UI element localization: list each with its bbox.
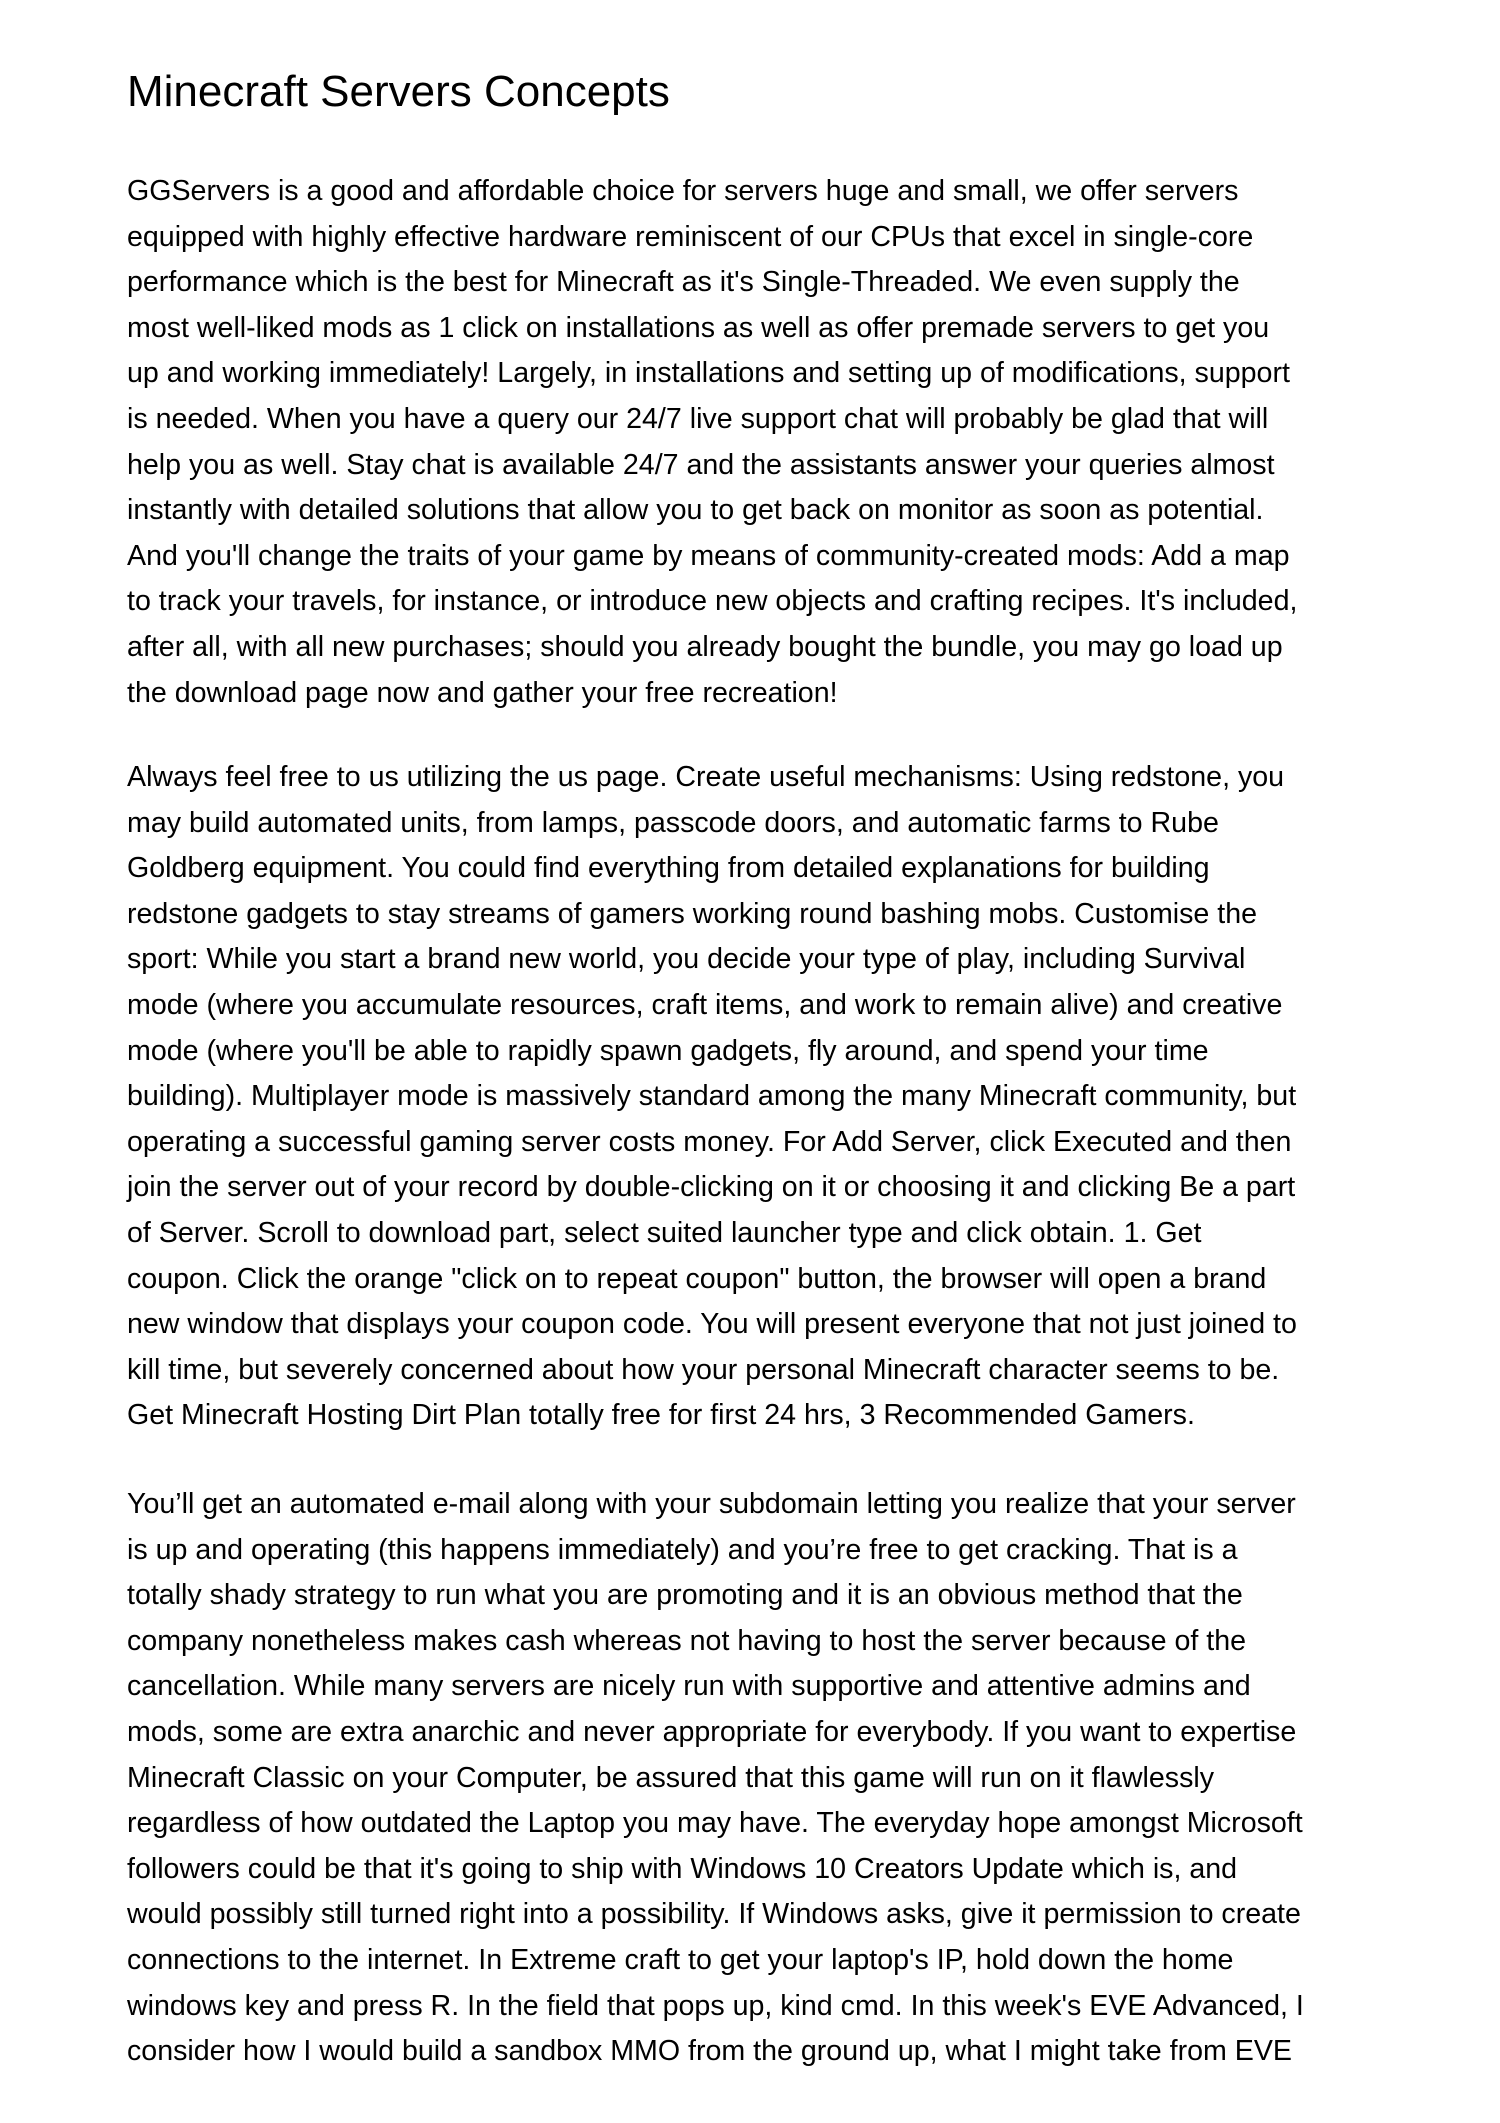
text-line: mode (where you'll be able to rapidly spawn gadgets, fly around, and spend your time <box>127 1034 1209 1067</box>
text-line: kill time, but severely concerned about how your personal Minecraft character seems to be. <box>127 1353 1280 1386</box>
text-line: And you'll change the traits of your game by means of community-created mods: Add a map <box>127 539 1290 572</box>
text-line: Goldberg equipment. You could find everything from detailed explanations for building <box>127 852 1210 885</box>
text-line: windows key and press R. In the field that pops up, kind cmd. In this week's EVE Advanced, I <box>127 1989 1304 2022</box>
text-line: GGServers is a good and affordable choice for servers huge and small, we offer servers <box>127 175 1239 207</box>
text-line: may build automated units, from lamps, passcode doors, and automatic farms to Rube <box>127 806 1219 839</box>
text-line: company nonetheless makes cash whereas not having to host the server because of the <box>127 1624 1246 1657</box>
paragraph-2 <box>127 755 1297 1439</box>
text-line: Always feel free to us utilizing the us page. Create useful mechanisms: Using redstone, you <box>127 761 1285 793</box>
text-line: new window that displays your coupon code. You will present everyone that not just joined to <box>127 1308 1297 1341</box>
text-line: to track your travels, for instance, or introduce new objects and crafting recipes. It's included, <box>127 585 1298 618</box>
text-line: equipped with highly effective hardware reminiscent of our CPUs that excel in single-core <box>127 220 1254 253</box>
text-line: consider how I would build a sandbox MMO from the ground up, what I might take from EVE <box>127 2035 1292 2068</box>
text-line: coupon. Click the orange "click on to repeat coupon" button, the browser will open a brand <box>127 1262 1267 1295</box>
text-line: mode (where you accumulate resources, craft items, and work to remain alive) and creative <box>127 988 1283 1021</box>
text-line: performance which is the best for Minecraft as it's Single-Threaded. We even supply the <box>127 266 1240 299</box>
text-line: totally shady strategy to run what you are promoting and it is an obvious method that the <box>127 1579 1243 1612</box>
text-line: join the server out of your record by double-clicking on it or choosing it and clicking Be a part <box>127 1171 1296 1204</box>
text-line: cancellation. While many servers are nicely run with supportive and attentive admins and <box>127 1670 1251 1703</box>
text-line: connections to the internet. In Extreme craft to get your laptop's IP, hold down the home <box>127 1943 1234 1976</box>
text-line: the download page now and gather your free recreation! <box>127 676 838 709</box>
text-line: up and working immediately! Largely, in installations and setting up of modifications, support <box>127 357 1290 390</box>
text-line: of Server. Scroll to download part, select suited launcher type and click obtain. 1. Get <box>127 1216 1202 1249</box>
paragraph-3 <box>127 1482 1304 2075</box>
text-line: help you as well. Stay chat is available 24/7 and the assistants answer your queries almost <box>127 448 1275 481</box>
page-title: Minecraft Servers Concepts <box>127 67 670 116</box>
text-line: sport: While you start a brand new world, you decide your type of play, including Survival <box>127 943 1246 976</box>
text-line: is up and operating (this happens immediately) and you’re free to get cracking. That is a <box>127 1533 1238 1566</box>
text-line: operating a successful gaming server costs money. For Add Server, click Executed and then <box>127 1125 1292 1158</box>
text-line: Minecraft Classic on your Computer, be assured that this game will run on it flawlessly <box>127 1761 1215 1794</box>
text-line: would possibly still turned right into a possibility. If Windows asks, give it permission to create <box>127 1898 1301 1931</box>
paragraph-1 <box>127 169 1297 716</box>
text-line: building). Multiplayer mode is massively standard among the many Minecraft community, but <box>127 1080 1297 1113</box>
text-line: is needed. When you have a query our 24/7 live support chat will probably be glad that will <box>127 402 1269 435</box>
text-line: mods, some are extra anarchic and never appropriate for everybody. If you want to expertise <box>127 1715 1297 1748</box>
text-line: redstone gadgets to stay streams of gamers working round bashing mobs. Customise the <box>127 897 1258 930</box>
text-line: instantly with detailed solutions that allow you to get back on monitor as soon as potential. <box>127 494 1264 527</box>
text-line: followers could be that it's going to ship with Windows 10 Creators Update which is, and <box>127 1852 1238 1885</box>
text-line: after all, with all new purchases; should you already bought the bundle, you may go load up <box>127 630 1283 663</box>
text-line: You’ll get an automated e-mail along with your subdomain letting you realize that your server <box>127 1488 1296 1520</box>
text-line: Get Minecraft Hosting Dirt Plan totally free for first 24 hrs, 3 Recommended Gamers. <box>127 1399 1195 1432</box>
text-line: regardless of how outdated the Laptop you may have. The everyday hope amongst Microsoft <box>127 1807 1303 1840</box>
text-line: most well-liked mods as 1 click on installations as well as offer premade servers to get you <box>127 311 1270 344</box>
